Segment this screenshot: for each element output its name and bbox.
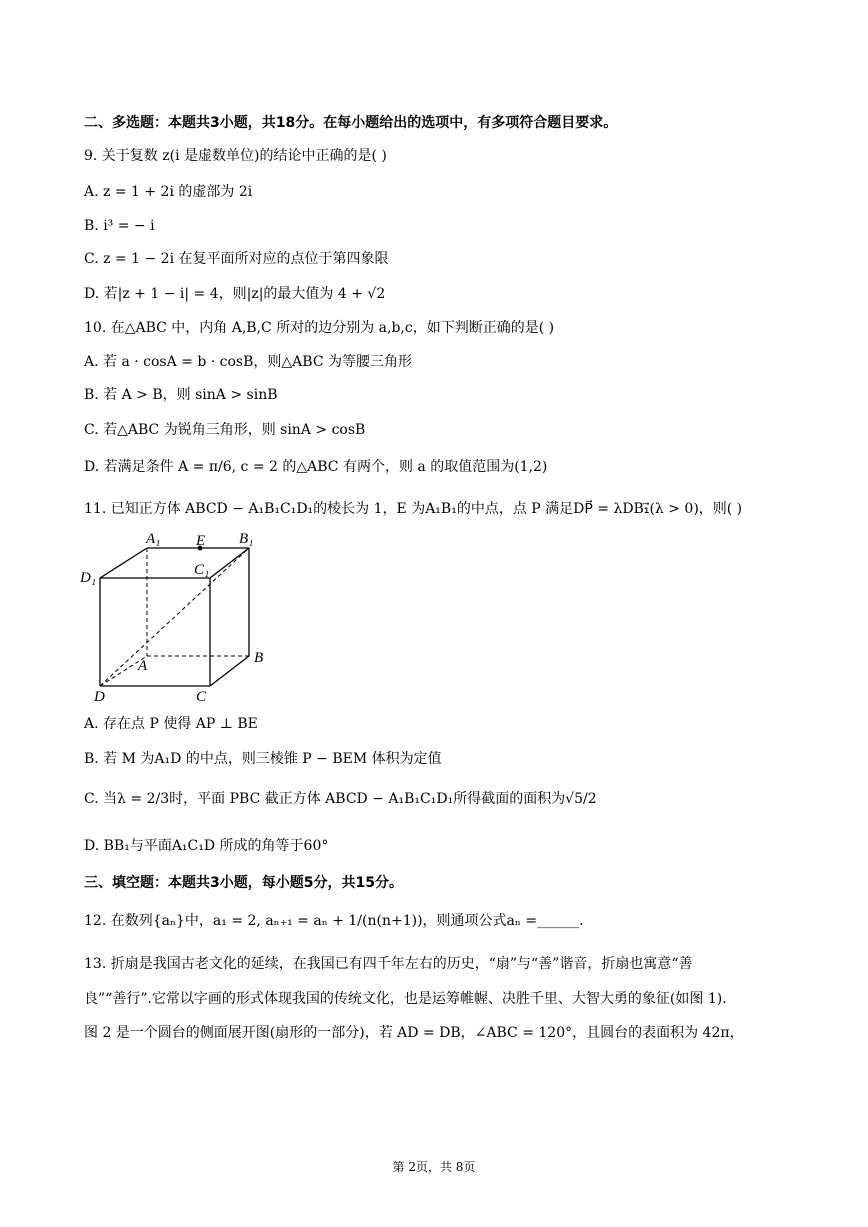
label-c1: C₁: [194, 562, 210, 578]
label-a1: A₁: [146, 531, 161, 547]
label-c: C: [196, 689, 207, 705]
question-11-option-b: B. 若 M 为A₁D 的中点，则三棱锥 P − BEM 体积为定值: [84, 751, 442, 767]
edge-c1-b1: [210, 548, 249, 578]
question-13-line-1: 13. 折扇是我国古老文化的延续，在我国已有四千年左右的历史，“扇”与“善”谐音，折扇也寓意“善: [84, 956, 693, 972]
question-12-stem: 12. 在数列{aₙ}中，a₁ = 2, aₙ₊₁ = aₙ + 1/(n(n+1))，则通项公式aₙ =______.: [84, 913, 584, 929]
section-title-fill-in: 三、填空题：本题共3小题，每小题5分，共15分。: [84, 875, 403, 891]
question-13-line-3: 图 2 是一个圆台的侧面展开图(扇形的一部分)，若 AD = DB，∠ABC = 120°，且圆台的表面积为 42π，: [84, 1025, 744, 1041]
cube-figure: [78, 528, 278, 708]
label-e: E: [196, 533, 206, 549]
question-9-stem: 9. 关于复数 z(i 是虚数单位)的结论中正确的是( ): [84, 148, 387, 164]
question-11-option-c: C. 当λ = 2/3时，平面 PBC 截正方体 ABCD − A₁B₁C₁D₁所得截面的面积为√5/2: [84, 791, 597, 807]
question-13-line-2: 良”“善行”.它常以字画的形式体现我国的传统文化，也是运筹帷幄、决胜千里、大智大勇的象征(如图 1).: [84, 991, 727, 1007]
question-10-option-b: B. 若 A > B，则 sinA > sinB: [84, 387, 278, 403]
label-d: D: [94, 689, 105, 705]
edge-c-b: [210, 656, 249, 686]
diagonal-d-b1: [100, 548, 249, 686]
question-10-option-c: C. 若△ABC 为锐角三角形，则 sinA > cosB: [84, 422, 366, 438]
question-10-option-a: A. 若 a · cosA = b · cosB，则△ABC 为等腰三角形: [84, 354, 412, 370]
question-9-option-a: A. z = 1 + 2i 的虚部为 2i: [84, 184, 253, 200]
label-a: A: [138, 658, 148, 674]
question-9-option-c: C. z = 1 − 2i 在复平面所对应的点位于第四象限: [84, 251, 389, 267]
question-10-stem: 10. 在△ABC 中，内角 A,B,C 所对的边分别为 a,b,c，如下判断正确的是( ): [84, 320, 555, 336]
label-d1: D₁: [80, 570, 97, 586]
label-b1: B₁: [239, 531, 254, 547]
section-title-multiple-choice: 二、多选题：本题共3小题，共18分。在每小题给出的选项中，有多项符合题目要求。: [84, 115, 618, 131]
question-10-option-d: D. 若满足条件 A = π/6, c = 2 的△ABC 有两个，则 a 的取值范围为(1,2): [84, 459, 548, 475]
question-9-option-b: B. i³ = − i: [84, 218, 155, 234]
page-footer: 第 2页，共 8页: [392, 1160, 476, 1174]
label-b: B: [254, 650, 264, 666]
question-9-option-d: D. 若|z + 1 − i| = 4，则|z|的最大值为 4 + √2: [84, 286, 386, 302]
question-11-option-a: A. 存在点 P 使得 AP ⊥ BE: [84, 716, 258, 732]
edge-d1-a1: [100, 548, 147, 578]
question-11-option-d: D. BB₁与平面A₁C₁D 所成的角等于60°: [84, 838, 329, 854]
question-11-stem: 11. 已知正方体 ABCD − A₁B₁C₁D₁的棱长为 1，E 为A₁B₁的中点，点 P 满足DP⃗ = λDB₁⃗(λ > 0)，则( ): [84, 501, 743, 517]
